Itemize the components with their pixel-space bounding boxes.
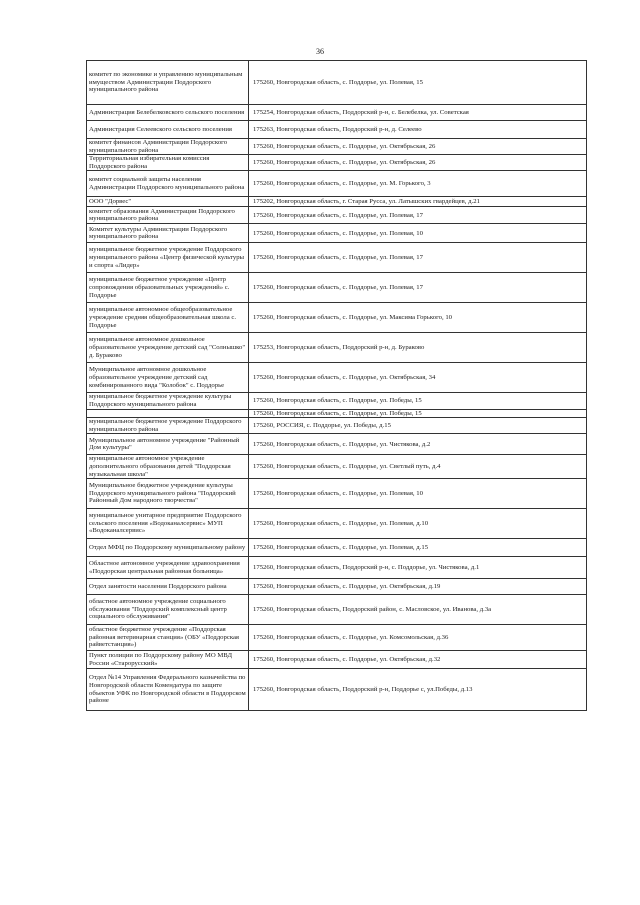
org-name-cell: Муниципальное автономное дошкольное образовательное учреждение детский сад комбинированного вида "Колобок" с. Поддорье [87,363,249,393]
address-cell: 175260, Новгородская область, с. Поддорье, ул. Светлый путь, д.4 [249,455,587,479]
org-name-cell: Областное автономное учреждение здравоохранения «Поддорская центральная районная больница» [87,557,249,579]
address-cell: 175260, Новгородская область, с. Поддорье, ул. Полевая, д.10 [249,509,587,539]
org-name-cell: Отдел №14 Управления Федерального казначейства по Новгородской области Комендатура по защите объектов УФК по Новгородской области в Поддорском районе [87,669,249,711]
org-name-cell: областное бюджетное учреждение «Поддорская районная ветеринарная станция» (ОБУ «Поддорская райветстанция») [87,625,249,651]
org-name-cell: комитет социальной защиты населения Администрации Поддорского муниципального района [87,171,249,197]
org-name-cell: муниципальное бюджетное учреждение Поддорского муниципального района «Центр физической культуры и спорта «Лидер» [87,243,249,273]
org-name-cell: областное автономное учреждение социального обслуживания "Поддорский комплексный центр социального обслуживания" [87,595,249,625]
org-name-cell: муниципальное автономное дошкольное образовательное учреждение детский сад "Солнышко" д. Бураково [87,333,249,363]
address-cell: 175260, Новгородская область, с. Поддорье, ул. Победы, 15 [249,409,587,418]
table-row [87,139,587,155]
table-row [87,579,587,595]
table-row [87,197,587,207]
address-cell: 175260, Новгородская область, с. Поддорье, ул. Победы, 15 [249,393,587,409]
table-row [87,625,587,651]
table-row [87,363,587,393]
address-cell: 175260, Новгородская область, с. Поддорье, ул. Комсомольская, д.36 [249,625,587,651]
table-row [87,155,587,171]
address-cell: 175260, Новгородская область, с. Поддорье, ул. Октябрьская, д.32 [249,651,587,669]
table-row [87,669,587,711]
table-row [87,243,587,273]
table-row [87,61,587,105]
org-name-cell: Территориальная избирательная комиссия Поддорского района [87,155,249,171]
table-row [87,509,587,539]
table-row [87,105,587,121]
org-name-cell: Муниципальное автономное учреждение "Районный Дом культуры" [87,434,249,455]
address-cell: 175260, Новгородская область, с. Поддорье, ул. Октябрьская, 26 [249,139,587,155]
address-cell: 175260, Новгородская область, с. Поддорье, ул. Полевая, 17 [249,207,587,224]
address-cell: 175260, РОССИЯ, с. Поддорье, ул. Победы, д.15 [249,418,587,434]
org-name-cell: Комитет культуры Администрации Поддорского муниципального района [87,224,249,243]
org-name-cell: муниципальное бюджетное учреждение культуры Поддорского муниципального района [87,393,249,409]
org-name-cell: Отдел занятости населения Поддорского района [87,579,249,595]
table-row [87,121,587,139]
table-row [87,479,587,509]
address-cell: 175260, Новгородская область, с. Поддорье, ул. Октябрьская, 26 [249,155,587,171]
org-name-cell: муниципальное автономное общеобразовательное учреждение средняя общеобразовательная школа с. Поддорье [87,303,249,333]
table-row [87,434,587,455]
address-cell: 175260, Новгородская область, Поддорский район, с. Масловское, ул. Иванова, д.3а [249,595,587,625]
address-cell: 175260, Новгородская область, с. Поддорье, ул. Полевая, д.15 [249,539,587,557]
table-row [87,273,587,303]
address-cell: 175260, Новгородская область, Поддорский р-н, с. Поддорье, ул. Чистякова, д.1 [249,557,587,579]
table-row [87,455,587,479]
table-row [87,333,587,363]
org-name-cell: ООО "Дорвес" [87,197,249,207]
org-name-cell: муниципальное унитарное предприятие Поддорского сельского поселения «Водоканалсервис» МУП «Водоканалсервис» [87,509,249,539]
address-cell: 175260, Новгородская область, с. Поддорье, ул. Полевая, 17 [249,273,587,303]
address-cell: 175260, Новгородская область, с. Поддорье, ул. Чистякова, д.2 [249,434,587,455]
address-cell: 175260, Новгородская область, с. Поддорье, ул. Полевая, 10 [249,224,587,243]
org-name-cell: комитет по экономике и управлению муниципальным имуществом Администрации Поддорского муниципального района [87,61,249,105]
org-name-cell: муниципальное автономное учреждение дополнительного образования детей "Поддорская музыкальная школа" [87,455,249,479]
table-row [87,595,587,625]
org-name-cell: Муниципальное бюджетное учреждение культуры Поддорского муниципального района "Поддорский Районный Дом народного творчества" [87,479,249,509]
address-cell: 175260, Новгородская область, с. Поддорье, ул. Октябрьская, д.19 [249,579,587,595]
address-cell: 175260, Новгородская область, с. Поддорье, ул. Максима Горького, 10 [249,303,587,333]
table-row [87,418,587,434]
org-name-cell: муниципальное бюджетное учреждение Поддорского муниципального района [87,418,249,434]
table-row [87,409,587,418]
org-name-cell: Администрация Белебелковского сельского поселения [87,105,249,121]
address-cell: 175260, Новгородская область, Поддорский р-н, Поддорье с, ул.Победы, д.13 [249,669,587,711]
table-row [87,171,587,197]
org-name-cell: Пункт полиции по Поддорскому району МО МВД России «Старорусский» [87,651,249,669]
address-cell: 175260, Новгородская область, с. Поддорье, ул. Полевая, 10 [249,479,587,509]
address-cell: 175260, Новгородская область, с. Поддорье, ул. М. Горького, 3 [249,171,587,197]
table-row [87,207,587,224]
table-row [87,651,587,669]
address-cell: 175202, Новгородская область, г. Старая Русса, ул. Латышских гвардейцев, д.21 [249,197,587,207]
address-cell: 175254, Новгородская область, Поддорский р-н, с. Белебелка, ул. Советская [249,105,587,121]
address-cell: 175263, Новгородская область, Поддорский р-н, д. Селеево [249,121,587,139]
address-cell: 175260, Новгородская область, с. Поддорье, ул. Полевая, 17 [249,243,587,273]
table-row [87,539,587,557]
table-row [87,557,587,579]
address-cell: 175260, Новгородская область, с. Поддорье, ул. Полевая, 15 [249,61,587,105]
table-row [87,393,587,409]
organizations-table [86,60,587,711]
org-name-cell [87,409,249,418]
table-row [87,224,587,243]
org-name-cell: комитет образования Администрации Поддорского муниципального района [87,207,249,224]
address-cell: 175253, Новгородская область, Поддорский р-н, д. Бураково [249,333,587,363]
org-name-cell: муниципальное бюджетное учреждение «Центр сопровождения образовательных учреждений» с. Поддорье [87,273,249,303]
address-cell: 175260, Новгородская область, с. Поддорье, ул. Октябрьская, 34 [249,363,587,393]
table-row [87,303,587,333]
org-name-cell: комитет финансов Администрации Поддорского муниципального района [87,139,249,155]
org-name-cell: Администрация Селеевского сельского поселения [87,121,249,139]
page-number: 36 [316,47,324,56]
org-name-cell: Отдел МФЦ по Поддорскому муниципальному району [87,539,249,557]
